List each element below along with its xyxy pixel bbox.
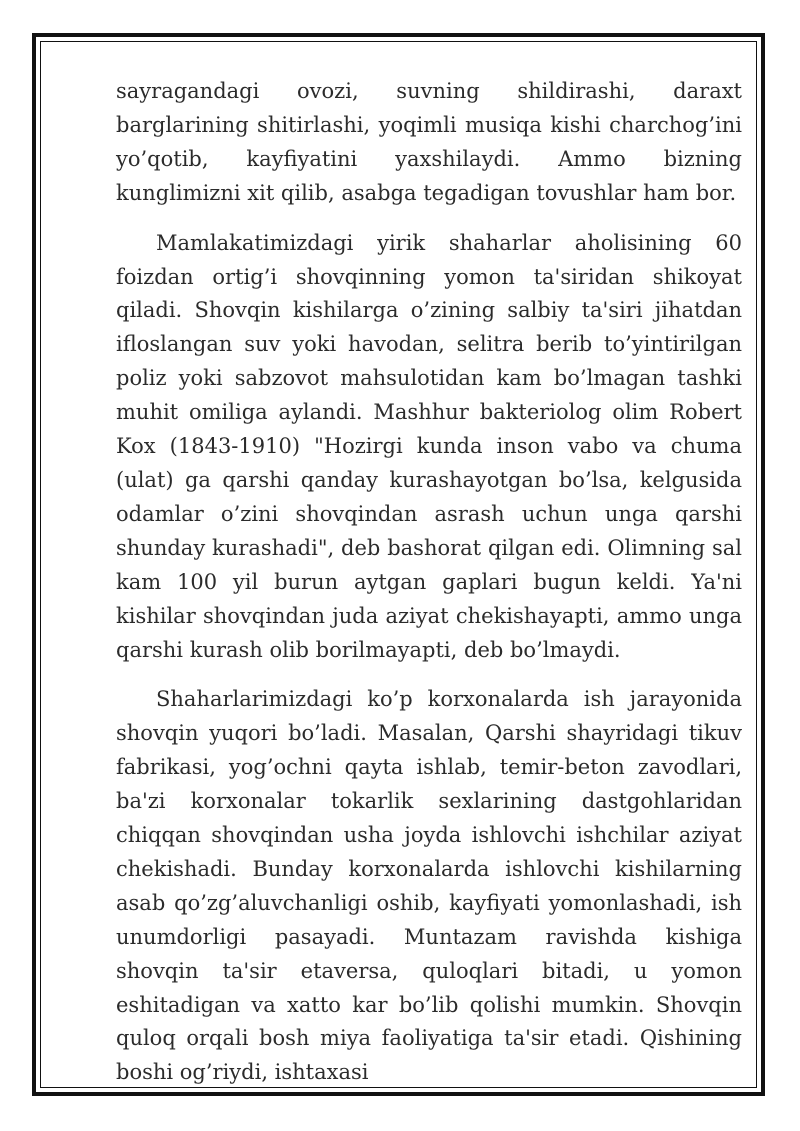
paragraph-2: Mamlakatimizdagi yirik shaharlar aholisining 60 foizdan ortig’i shovqinning yomon ta'siridan shikoyat qiladi. Shovqin kishilarga o’zining salbiy ta'siri jihatdan ifloslangan suv yoki havodan, selitra berib to’yintirilgan poliz yoki sabzovot mahsulotidan kam bo’lmagan tashki muhit omiliga aylandi. Mashhur bakteriolog olim Robert Kox (1843-1910) "Hozirgi kunda inson vabo va chuma (ulat) ga qarshi qanday kurashayotgan bo’lsa, kelgusida odamlar o’zini shovqindan asrash uchun unga qarshi shunday kurashadi", deb bashorat qilgan edi. Olimning sal kam 100 yil burun aytgan gaplari bugun keldi. Ya'ni kishilar shovqindan juda aziyat chekishayapti, ammo unga qarshi kurash olib borilmayapti, deb bo’lmaydi. xyxy=(116,230,742,662)
paragraph-gap xyxy=(116,667,742,683)
document-body xyxy=(116,75,742,1090)
paragraph-1: sayragandagi ovozi, suvning shildirashi, daraxt barglarining shitirlashi, yoqimli musiqa kishi charchog’ini yo’qotib, kayfiyatini yaxshilaydi. Ammo bizning kunglimizni xit qilib, asabga tegadigan tovushlar ham bor. xyxy=(116,79,742,205)
paragraph-gap xyxy=(116,211,742,227)
paragraph-3: Shaharlarimizdagi ko’p korxonalarda ish jarayonida shovqin yuqori bo’ladi. Masalan, Qarshi shayridagi tikuv fabrikasi, yog’ochni qayta ishlab, temir-beton zavodlari, ba'zi korxonalar tokarlik sexlarining dastgohlaridan chiqqan shovqindan usha joyda ishlovchi ishchilar aziyat chekishadi. Bunday korxonalarda ishlovchi kishilarning asab qo’zg’aluvchanligi oshib, kayfiyati yomonlashadi, ish unumdorligi pasayadi. Muntazam ravishda kishiga shovqin ta'sir etaversa, quloqlari bitadi, u yomon eshitadigan va xatto kar bo’lib qolishi mumkin. Shovqin quloq orqali bosh miya faoliyatiga ta'sir etadi. Qishining boshi og’riydi, ishtaxasi xyxy=(116,687,742,1085)
